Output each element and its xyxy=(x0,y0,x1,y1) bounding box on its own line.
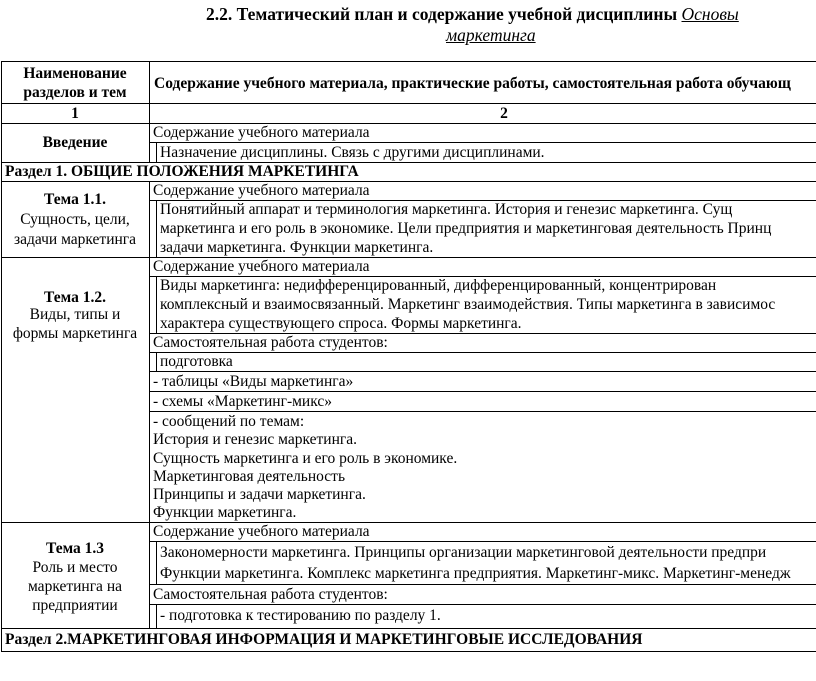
topic11-line1: Понятийный аппарат и терминология маркетинга. История и генезис маркетинга. Сущ xyxy=(160,201,733,218)
topic12-name-line2: формы маркетинга xyxy=(12,325,138,342)
rule xyxy=(1,257,816,258)
rule xyxy=(156,352,157,371)
header-col1-line1: Наименование xyxy=(23,65,127,82)
topic13-content-label: Содержание учебного материала xyxy=(153,523,370,540)
topic12-line2: комплексный и взаимосвязанный. Маркетинг взаимодействия. Типы маркетинга в зависимос xyxy=(160,296,776,313)
rule xyxy=(149,352,816,353)
topic12-num: Тема 1.2. xyxy=(44,289,106,306)
rule xyxy=(1,123,816,124)
topic12-theme: История и генезис маркетинга. xyxy=(153,431,358,448)
title-subject-continued: маркетинга xyxy=(446,25,536,45)
rule xyxy=(149,541,816,542)
topic12-sr-label: Самостоятельная работа студентов: xyxy=(153,334,388,351)
topic11-line3: задачи маркетинга. Функции маркетинга. xyxy=(160,239,434,256)
topic12-theme: Сущность маркетинга и его роль в экономике. xyxy=(153,450,458,467)
topic13-num: Тема 1.3 xyxy=(45,540,105,557)
topic12-theme: Маркетинговая деятельность xyxy=(153,468,346,485)
topic12-name-line1: Виды, типы и xyxy=(29,306,121,323)
topic12-theme: Функции маркетинга. xyxy=(153,504,297,521)
topic12-task2: - схемы «Маркетинг-микс» xyxy=(153,393,332,410)
topic13-sr-label: Самостоятельная работа студентов: xyxy=(153,586,388,603)
intro-content-label: Содержание учебного материала xyxy=(153,124,370,141)
topic11-name-line2: задачи маркетинга xyxy=(13,231,137,248)
thematic-plan-table xyxy=(1,0,816,681)
intro-item: Назначение дисциплины. Связь с другими дисциплинами. xyxy=(160,144,545,161)
topic12-line1: Виды маркетинга: недифференцированный, дифференцированный, концентрирован xyxy=(160,277,717,294)
topic13-name-line1: Роль и место xyxy=(32,559,118,576)
section2-title: Раздел 2.МАРКЕТИНГОВАЯ ИНФОРМАЦИЯ И МАРКЕТИНГОВЫЕ ИССЛЕДОВАНИЯ xyxy=(5,631,643,648)
topic12-task3: - сообщений по темам: xyxy=(153,413,305,430)
topic11-line2: маркетинга и его роль в экономике. Цели предприятия и маркетинговая деятельность Принц xyxy=(160,220,772,237)
header-col1-line2: разделов и тем xyxy=(23,84,127,101)
title-prefix: 2.2. Тематический план и содержание учебной дисциплины xyxy=(206,4,678,24)
title-subject: Основы xyxy=(681,4,739,24)
rule xyxy=(1,181,816,182)
topic13-name-line2: маркетинга на xyxy=(27,578,122,595)
topic12-content-label: Содержание учебного материала xyxy=(153,258,370,275)
topic13-task: - подготовка к тестированию по разделу 1. xyxy=(160,607,441,624)
topic11-name-line1: Сущность, цели, xyxy=(20,211,130,228)
topic12-theme: Принципы и задачи маркетинга. xyxy=(153,486,366,503)
topic11-content-label: Содержание учебного материала xyxy=(153,182,370,199)
topic12-line3: характера существующего спроса. Формы маркетинга. xyxy=(160,315,522,332)
intro-name: Введение xyxy=(42,134,108,151)
rule xyxy=(1,61,816,62)
rule xyxy=(1,651,816,652)
header-col2: Содержание учебного материала, практические работы, самостоятельная работа обучающ xyxy=(154,75,791,92)
rule xyxy=(156,541,157,584)
topic12-prep: подготовка xyxy=(160,353,233,370)
topic13-line2: Функции маркетинга. Комплекс маркетинга предприятия. Маркетинг-микс. Маркетинг-менедж xyxy=(160,565,791,582)
section1-title: Раздел 1. ОБЩИЕ ПОЛОЖЕНИЯ МАРКЕТИНГА xyxy=(5,163,359,180)
topic11-num: Тема 1.1. xyxy=(44,191,106,208)
rule xyxy=(149,181,150,628)
rule xyxy=(1,628,816,629)
header-num-1: 1 xyxy=(71,105,79,122)
rule xyxy=(156,142,157,162)
topic13-name-line3: предприятии xyxy=(32,597,118,614)
rule xyxy=(156,276,157,333)
rule xyxy=(1,522,816,523)
topic13-line1: Закономерности маркетинга. Принципы организации маркетинговой деятельности предпри xyxy=(160,544,767,561)
rule xyxy=(149,604,816,605)
rule xyxy=(156,604,157,628)
topic12-task1: - таблицы «Виды маркетинга» xyxy=(153,373,354,390)
header-num-2: 2 xyxy=(500,105,508,122)
rule xyxy=(156,200,157,257)
